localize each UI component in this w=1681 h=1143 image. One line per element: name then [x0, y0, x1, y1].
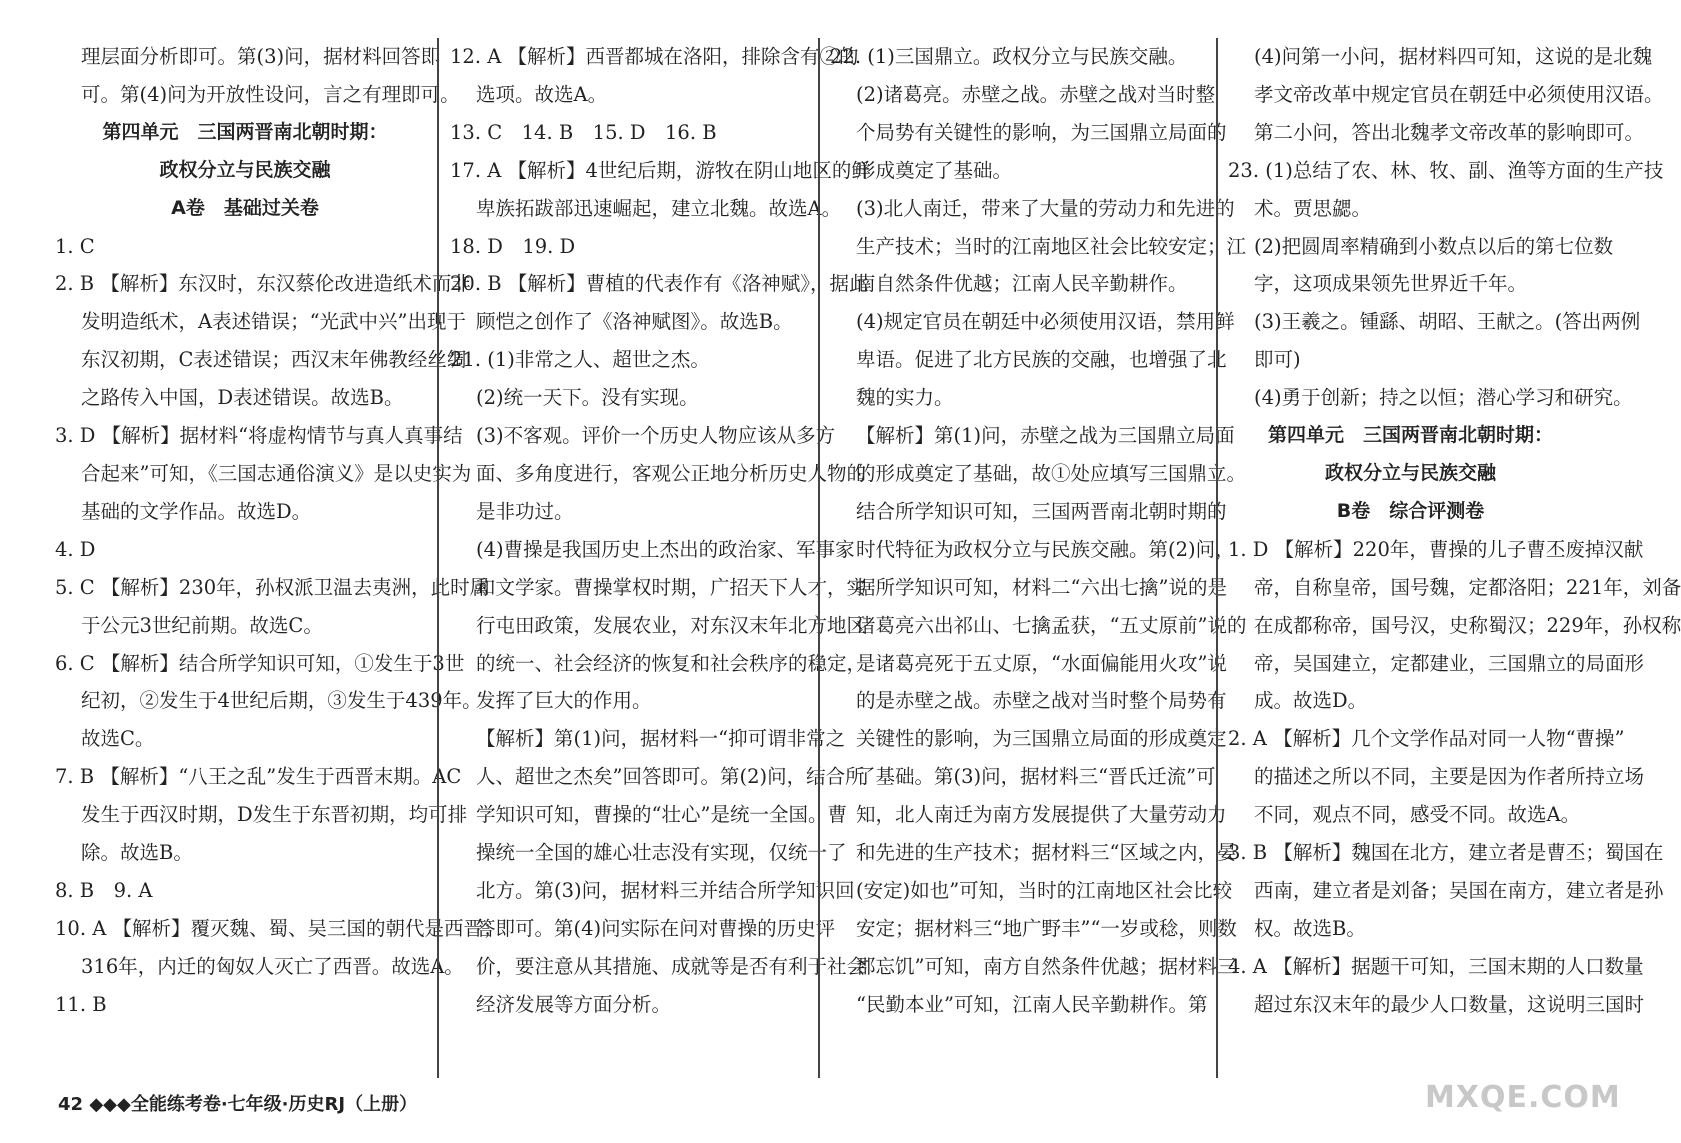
text-line: 316年，内迁的匈奴人灭亡了西晋。故选A。 — [81, 954, 464, 978]
text-line: 生产技术；当时的江南地区社会比较安定；江 — [856, 234, 1247, 258]
text-line: 孝文帝改革中规定官员在朝廷中必须使用汉语。 — [1254, 82, 1664, 106]
text-line: 个局势有关键性的影响，为三国鼎立局面的 — [856, 120, 1227, 144]
answer-column-4 — [1228, 38, 1681, 1058]
text-line: 形成奠定了基础。 — [856, 158, 1013, 182]
text-line: 时代特征为政权分立与民族交融。第(2)问， — [856, 537, 1235, 561]
text-line: 的统一、社会经济的恢复和社会秩序的稳定， — [476, 651, 867, 675]
text-line: (3)王羲之。锺繇、胡昭、王献之。(答出两例 — [1254, 310, 1641, 334]
text-line: (4)勇于创新；持之以恒；潜心学习和研究。 — [1254, 386, 1633, 410]
text-line: 于公元3世纪前期。故选C。 — [81, 613, 323, 637]
text-line: (4)问第一小问，据材料四可知，这说的是北魏 — [1254, 45, 1653, 68]
text-line: 除。故选B。 — [81, 841, 193, 865]
text-line: 基础的文学作品。故选D。 — [81, 499, 312, 523]
text-line: 南自然条件优越；江南人民辛勤耕作。 — [856, 272, 1188, 296]
text-line: 发明造纸术，A表述错误；“光武中兴”出现于 — [81, 310, 467, 334]
text-line: 西南，建立者是刘备；吴国在南方，建立者是孙 — [1254, 878, 1664, 902]
text-line: 安定；据材料三“地广野丰”“一岁或稔，则数 — [856, 916, 1237, 940]
text-line: 13. C 14. B 15. D 16. B — [450, 120, 717, 144]
text-line: 12. A 【解析】西晋都城在洛阳，排除含有②的 — [450, 45, 859, 68]
text-line: 魏的实力。 — [856, 386, 954, 410]
text-line: (4)规定官员在朝廷中必须使用汉语，禁用鲜 — [856, 310, 1235, 334]
text-line: 可。第(4)问为开放性设问，言之有理即可。 — [81, 82, 460, 106]
text-line: 的描述之所以不同，主要是因为作者所持立场 — [1254, 765, 1645, 789]
watermark-logo: MXQE.COM — [1425, 1080, 1621, 1115]
answer-column-3 — [830, 38, 1247, 1058]
text-line: 和文学家。曹操掌权时期，广招天下人才，实 — [476, 575, 867, 599]
text-line: 帝，吴国建立，定都建业，三国鼎立的局面形 — [1254, 651, 1645, 675]
section-heading: 第四单元 三国两晋南北朝时期： — [102, 120, 388, 143]
page-footer: 42 ◆◆◆全能练考卷·七年级·历史RJ（上册） — [58, 1094, 418, 1115]
text-line: 顾恺之创作了《洛神赋图》。故选B。 — [476, 310, 793, 334]
text-line: 10. A 【解析】覆灭魏、蜀、吴三国的朝代是西晋； — [55, 916, 503, 940]
text-line: 在成都称帝，国号汉，史称蜀汉；229年，孙权称 — [1254, 613, 1681, 637]
section-heading: A卷 基础过关卷 — [171, 196, 319, 219]
text-line: 行屯田政策，发展农业，对东汉末年北方地区 — [476, 613, 867, 637]
text-line: 发挥了巨大的作用。 — [476, 689, 652, 713]
text-line: 是非功过。 — [476, 499, 574, 523]
section-heading: 政权分立与民族交融 — [159, 158, 331, 181]
text-line: 和先进的生产技术；据材料三“区域之内，晏 — [856, 841, 1237, 865]
text-line: 20. B 【解析】曹植的代表作有《洛神赋》，据此 — [450, 272, 869, 296]
text-line: 4. D — [55, 537, 96, 561]
text-line: 3. B 【解析】魏国在北方，建立者是曹丕；蜀国在 — [1228, 841, 1664, 865]
text-line: 之路传入中国，D表述错误。故选B。 — [81, 386, 404, 410]
text-line: 23. (1)总结了农、林、牧、副、渔等方面的生产技 — [1228, 158, 1664, 182]
text-line: 关键性的影响，为三国鼎立局面的形成奠定 — [856, 727, 1227, 751]
text-line: 11. B — [55, 992, 107, 1016]
text-line: 卑语。促进了北方民族的交融，也增强了北 — [856, 348, 1227, 372]
text-line: 22. (1)三国鼎立。政权分立与民族交融。 — [830, 45, 1188, 68]
text-line: 的形成奠定了基础，故①处应填写三国鼎立。 — [856, 461, 1247, 485]
text-line: 经济发展等方面分析。 — [476, 992, 672, 1016]
text-line: 价，要注意从其措施、成就等是否有利于社会 — [476, 954, 867, 978]
text-line: (3)不客观。评价一个历史人物应该从多方 — [476, 424, 836, 448]
section-heading: 政权分立与民族交融 — [1324, 461, 1496, 484]
text-line: 面、多角度进行，客观公正地分析历史人物的 — [476, 461, 867, 485]
text-line: 北方。第(3)问，据材料三并结合所学知识回 — [476, 878, 855, 902]
text-line: 帝，自称皇帝，国号魏，定都洛阳；221年，刘备 — [1254, 575, 1681, 599]
column-divider — [437, 38, 439, 1078]
text-line: 是诸葛亮死于五丈原，“水面偏能用火攻”说 — [856, 651, 1227, 675]
text-line: 2. A 【解析】几个文学作品对同一人物“曹操” — [1228, 727, 1625, 751]
text-line: 纪初，②发生于4世纪后期，③发生于439年。 — [81, 689, 482, 713]
text-line: 发生于西汉时期，D发生于东晋初期，均可排 — [81, 803, 468, 827]
text-line: 答即可。第(4)问实际在问对曹操的历史评 — [476, 916, 836, 940]
text-line: 权。故选B。 — [1254, 916, 1366, 940]
text-line: 不同，观点不同，感受不同。故选A。 — [1254, 803, 1581, 827]
text-line: 7. B 【解析】“八王之乱”发生于西晋末期。AC — [55, 765, 462, 789]
text-line: (4)曹操是我国历史上杰出的政治家、军事家 — [476, 537, 855, 561]
text-line: 2. B 【解析】东汉时，东汉蔡伦改进造纸术而非 — [55, 272, 471, 296]
text-line: 【解析】第(1)问，赤壁之战为三国鼎立局面 — [856, 424, 1235, 448]
text-line: 理层面分析即可。第(3)问，据材料回答即 — [81, 45, 441, 68]
answer-column-2 — [450, 38, 871, 1058]
text-line: 超过东汉末年的最少人口数量，这说明三国时 — [1254, 992, 1645, 1016]
text-line: (2)把圆周率精确到小数点以后的第七位数 — [1254, 234, 1614, 258]
section-heading: 第四单元 三国两晋南北朝时期： — [1267, 424, 1553, 447]
column-divider — [1216, 38, 1218, 1078]
text-line: 诸葛亮六出祁山、七擒孟获，“五丈原前”说的 — [856, 613, 1247, 637]
text-line: 第二小问，答出北魏孝文帝改革的影响即可。 — [1254, 120, 1645, 144]
text-line: 21. (1)非常之人、超世之杰。 — [450, 348, 710, 372]
text-line: 4. A 【解析】据题干可知，三国末期的人口数量 — [1228, 954, 1644, 978]
text-line: 了基础。第(3)问，据材料三“晋氏迁流”可 — [856, 765, 1216, 789]
text-line: 知，北人南迁为南方发展提供了大量劳动力 — [856, 803, 1227, 827]
text-line: 人、超世之杰矣”回答即可。第(2)问，结合所 — [476, 765, 865, 789]
text-line: 即可) — [1254, 348, 1301, 372]
text-line: 卑族拓跋部迅速崛起，建立北魏。故选A。 — [476, 196, 842, 220]
text-line: 成。故选D。 — [1254, 689, 1368, 713]
section-heading: B卷 综合评测卷 — [1336, 499, 1485, 522]
text-line: 1. C — [55, 234, 95, 258]
answer-column-1 — [55, 38, 503, 1058]
text-line: 操统一全国的雄心壮志没有实现，仅统一了 — [476, 841, 847, 865]
text-line: 5. C 【解析】230年，孙权派卫温去夷洲，此时属 — [55, 575, 490, 599]
column-divider — [818, 38, 820, 1078]
text-line: 17. A 【解析】4世纪后期，游牧在阴山地区的鲜 — [450, 158, 871, 182]
text-line: 结合所学知识可知，三国两晋南北朝时期的 — [856, 499, 1227, 523]
text-line: 郡忘饥”可知，南方自然条件优越；据材料三 — [856, 954, 1237, 978]
text-line: (2)诸葛亮。赤壁之战。赤壁之战对当时整 — [856, 82, 1216, 106]
text-line: 选项。故选A。 — [476, 82, 608, 106]
text-line: (2)统一天下。没有实现。 — [476, 386, 699, 410]
text-line: 3. D 【解析】据材料“将虚构情节与真人真事结 — [55, 424, 463, 448]
text-line: 1. D 【解析】220年，曹操的儿子曹丕废掉汉献 — [1228, 537, 1644, 561]
text-line: (3)北人南迁，带来了大量的劳动力和先进的 — [856, 196, 1235, 220]
text-line: 据所学知识可知，材料二“六出七擒”说的是 — [856, 575, 1227, 599]
text-line: 术。贾思勰。 — [1254, 196, 1372, 220]
text-line: 合起来”可知，《三国志通俗演义》是以史实为 — [81, 461, 472, 485]
text-line: 6. C 【解析】结合所学知识可知，①发生于3世 — [55, 651, 465, 675]
text-line: 【解析】第(1)问，据材料一“抑可谓非常之 — [476, 727, 846, 751]
text-line: 东汉初期，C表述错误；西汉末年佛教经丝绸 — [81, 348, 467, 372]
text-line: 18. D 19. D — [450, 234, 576, 258]
text-line: 故选C。 — [81, 727, 155, 751]
text-line: (安定)如也”可知，当时的江南地区社会比较 — [856, 878, 1233, 902]
text-line: “民勤本业”可知，江南人民辛勤耕作。第 — [856, 992, 1208, 1016]
text-line: 学知识可知，曹操的“壮心”是统一全国。曹 — [476, 803, 847, 827]
text-line: 的是赤壁之战。赤壁之战对当时整个局势有 — [856, 689, 1227, 713]
text-line: 8. B 9. A — [55, 878, 153, 902]
text-line: 字，这项成果领先世界近千年。 — [1254, 272, 1528, 296]
